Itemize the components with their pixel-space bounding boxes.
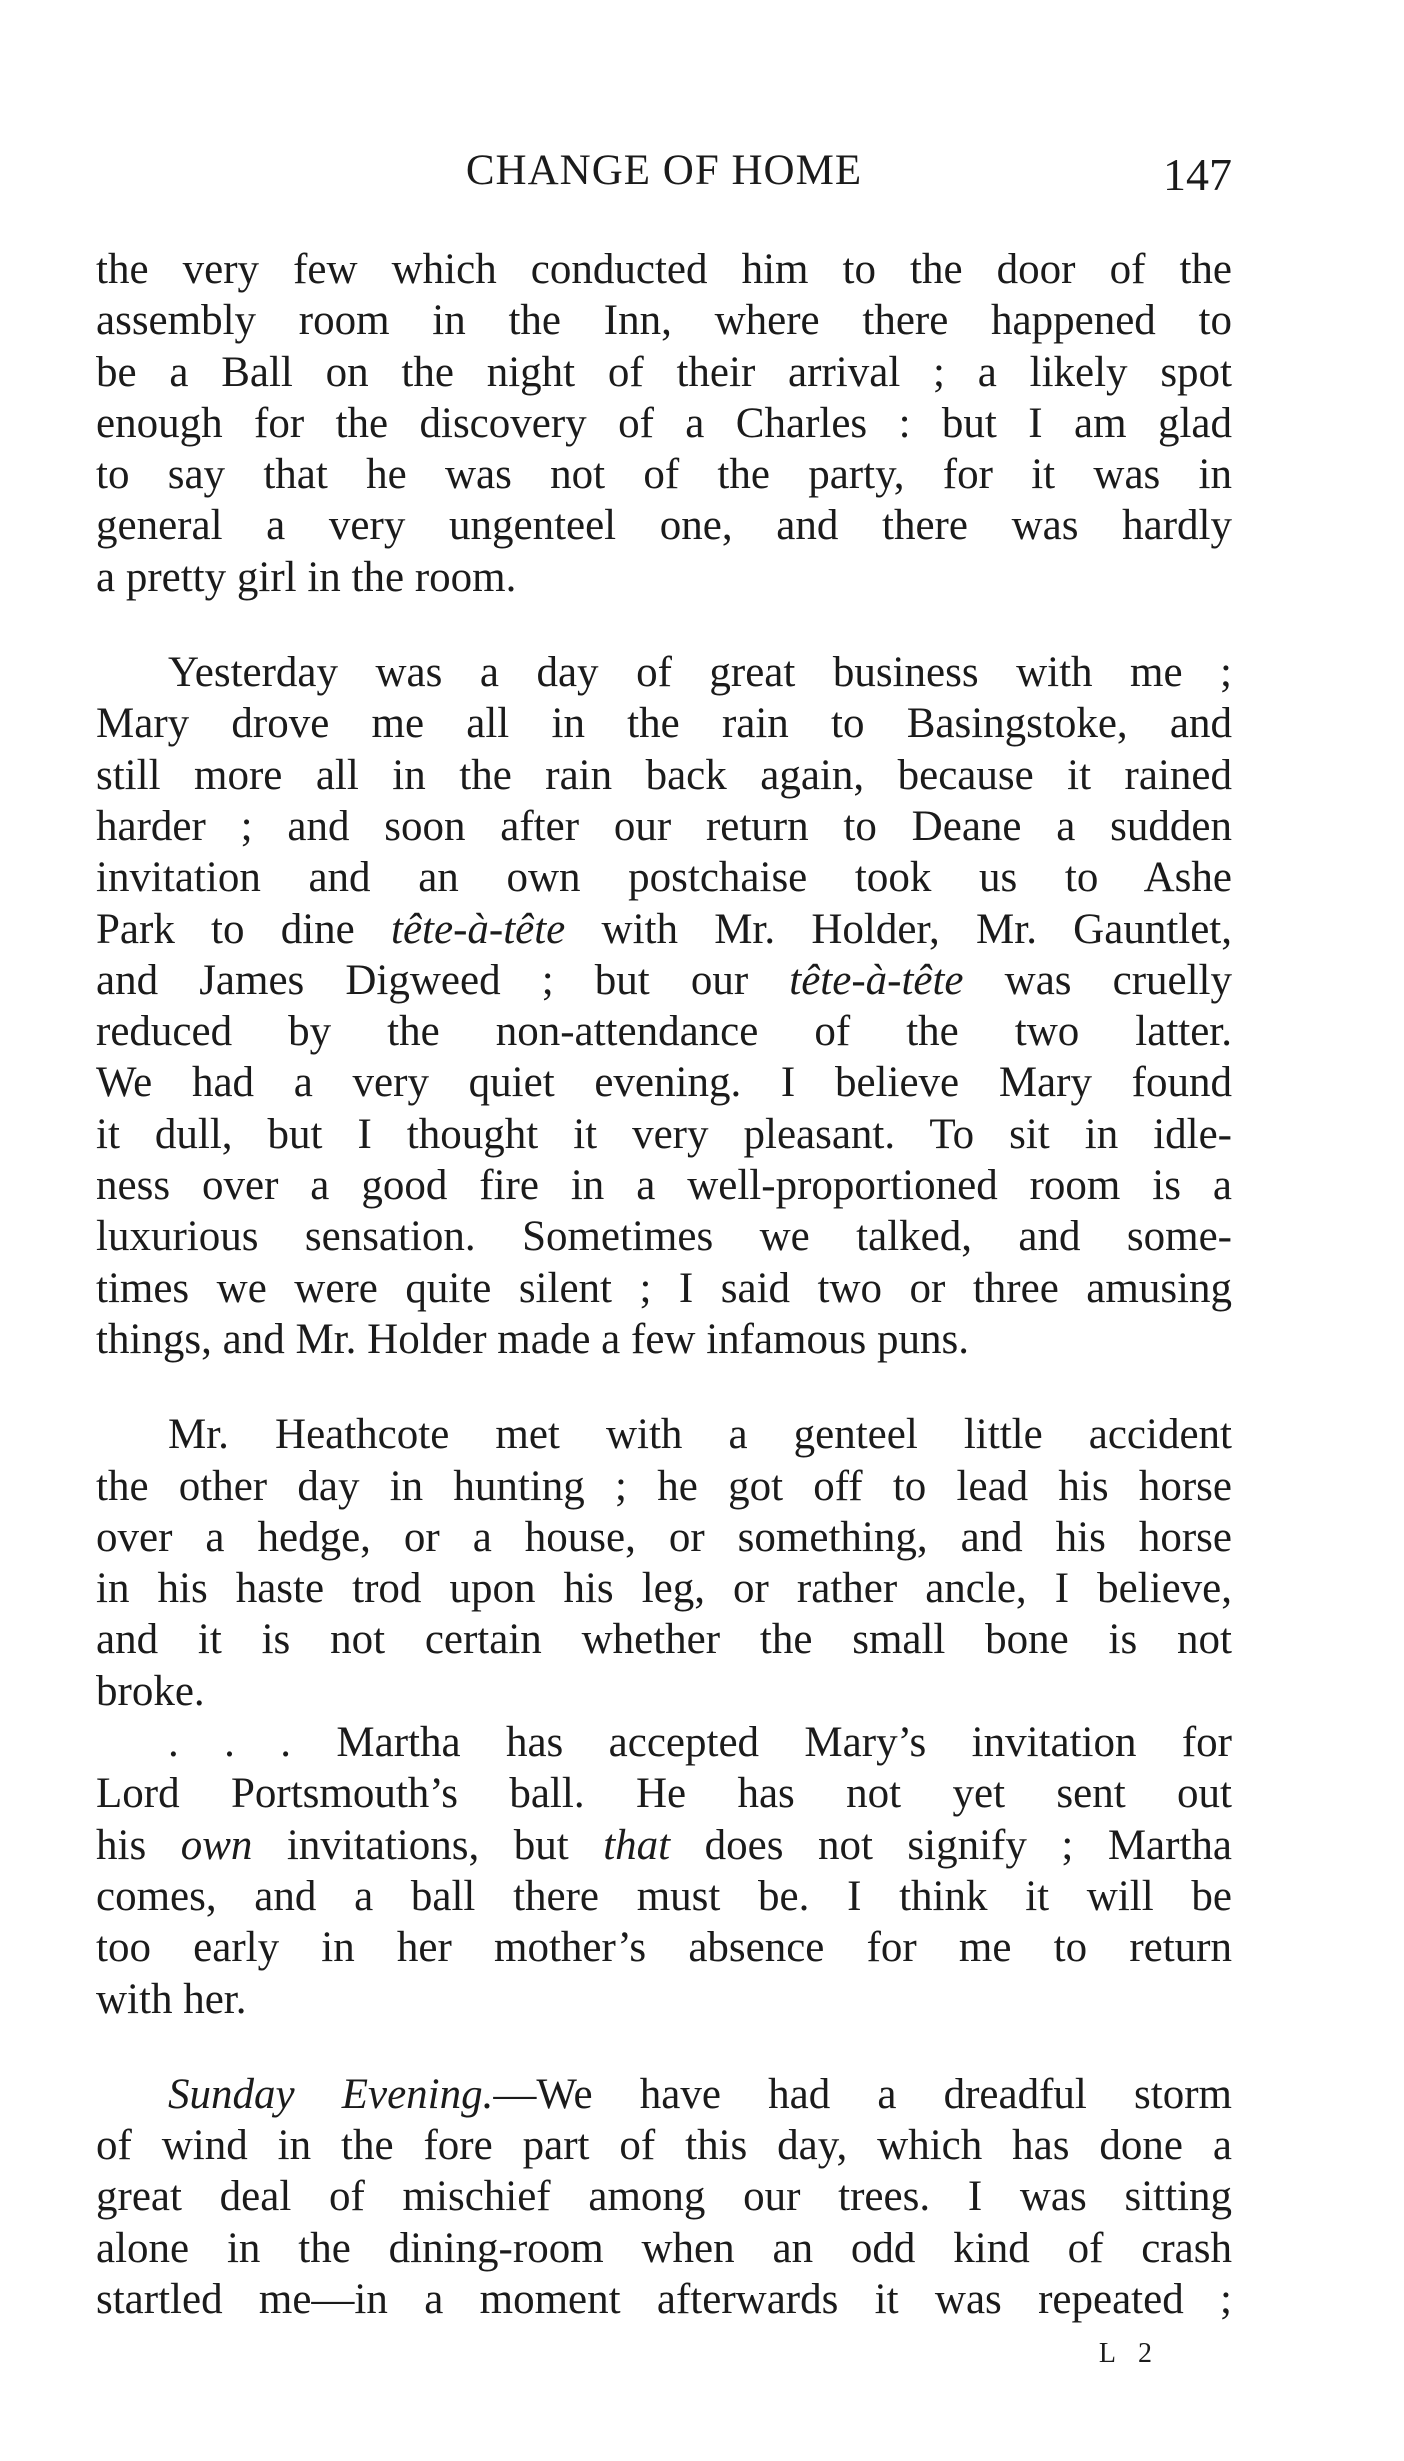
- text-line: enough for the discovery of a Charles : but I am glad: [96, 399, 1232, 447]
- text-line: the other day in hunting ; he got off to lead his horse: [96, 1462, 1232, 1510]
- text-line: of wind in the fore part of this day, which has done a: [96, 2122, 1232, 2170]
- text-line: invitation and an own postchaise took us to Ashe: [96, 854, 1232, 902]
- text-line: Mary drove me all in the rain to Basingstoke, and: [96, 700, 1232, 748]
- text-line: things, and Mr. Holder made a few infamous puns.: [96, 1315, 969, 1363]
- text-run: and James Digweed ; but our: [96, 956, 790, 1004]
- text-line: [96, 2069, 1232, 2120]
- text-line: general a very ungenteel one, and there was hardly: [96, 502, 1232, 550]
- text-line: in his haste trod upon his leg, or rather ancle, I believe,: [96, 1565, 1232, 1613]
- paragraph-1: [96, 244, 1232, 603]
- running-head: [96, 136, 1232, 206]
- text-run: —We have had a dreadful storm: [493, 2070, 1232, 2118]
- italic-phrase: tête-à-tête: [789, 956, 964, 1004]
- text-line: alone in the dining-room when an odd kind of crash: [96, 2224, 1232, 2272]
- text-line: We had a very quiet evening. I believe Mary found: [96, 1059, 1232, 1107]
- text-line: assembly room in the Inn, where there happened to: [96, 297, 1232, 345]
- page-number: 147: [1163, 149, 1232, 200]
- paragraph-3: [96, 1409, 1232, 1717]
- text-line: Lord Portsmouth’s ball. He has not yet sent out: [96, 1770, 1232, 1818]
- italic-word: own: [180, 1821, 253, 1869]
- text-line: to say that he was not of the party, for it was in: [96, 451, 1232, 499]
- text-line: over a hedge, or a house, or something, and his horse: [96, 1513, 1232, 1561]
- text-line: . . . Martha has accepted Mary’s invitation for: [168, 1719, 1232, 1767]
- text-line: ness over a good fire in a well-proportioned room is a: [96, 1162, 1232, 1210]
- italic-word: that: [603, 1821, 671, 1869]
- body-text: [96, 244, 1232, 2325]
- italic-phrase: tête-à-tête: [391, 905, 566, 953]
- text-line: with her.: [96, 1975, 247, 2023]
- text-line: still more all in the rain back again, because it rained: [96, 751, 1232, 799]
- text-line: the very few which conducted him to the door of the: [96, 246, 1232, 293]
- paragraph-4: [96, 1717, 1232, 2025]
- paragraph-5: [96, 2069, 1232, 2325]
- text-line: too early in her mother’s absence for me to return: [96, 1924, 1232, 1972]
- text-line: be a Ball on the night of their arrival ; a likely spot: [96, 348, 1232, 396]
- text-run: was cruelly: [963, 956, 1232, 1004]
- running-title: CHANGE OF HOME: [465, 147, 863, 194]
- text-line: times we were quite silent ; I said two or three amusing: [96, 1264, 1232, 1312]
- text-run: with Mr. Holder, Mr. Gauntlet,: [565, 905, 1232, 953]
- text-line: broke.: [96, 1667, 205, 1715]
- signature-mark: L 2: [1098, 2338, 1160, 2369]
- text-line: [96, 1820, 1232, 1871]
- text-line: [96, 904, 1232, 955]
- text-line: Mr. Heathcote met with a genteel little accident: [168, 1411, 1232, 1459]
- paragraph-2: [96, 647, 1232, 1365]
- text-line: startled me—in a moment afterwards it was repeated ;: [96, 2275, 1232, 2323]
- text-line: luxurious sensation. Sometimes we talked, and some-: [96, 1213, 1232, 1261]
- text-line: great deal of mischief among our trees. I was sitting: [96, 2173, 1232, 2221]
- text-line: [96, 955, 1232, 1006]
- text-line: and it is not certain whether the small bone is not: [96, 1616, 1232, 1664]
- text-line: it dull, but I thought it very pleasant. To sit in idle-: [96, 1110, 1232, 1158]
- text-line: a pretty girl in the room.: [96, 553, 517, 601]
- text-run: his: [96, 1821, 181, 1869]
- text-run: does not signify ; Martha: [670, 1821, 1232, 1869]
- text-line: Yesterday was a day of great business with me ;: [168, 649, 1232, 697]
- text-run: invitations, but: [252, 1821, 604, 1869]
- text-line: reduced by the non-attendance of the two latter.: [96, 1008, 1232, 1056]
- text-line: harder ; and soon after our return to Deane a sudden: [96, 802, 1232, 850]
- text-line: comes, and a ball there must be. I think it will be: [96, 1872, 1232, 1920]
- italic-heading: Sunday Evening.: [168, 2070, 494, 2118]
- text-run: Park to dine: [96, 905, 391, 953]
